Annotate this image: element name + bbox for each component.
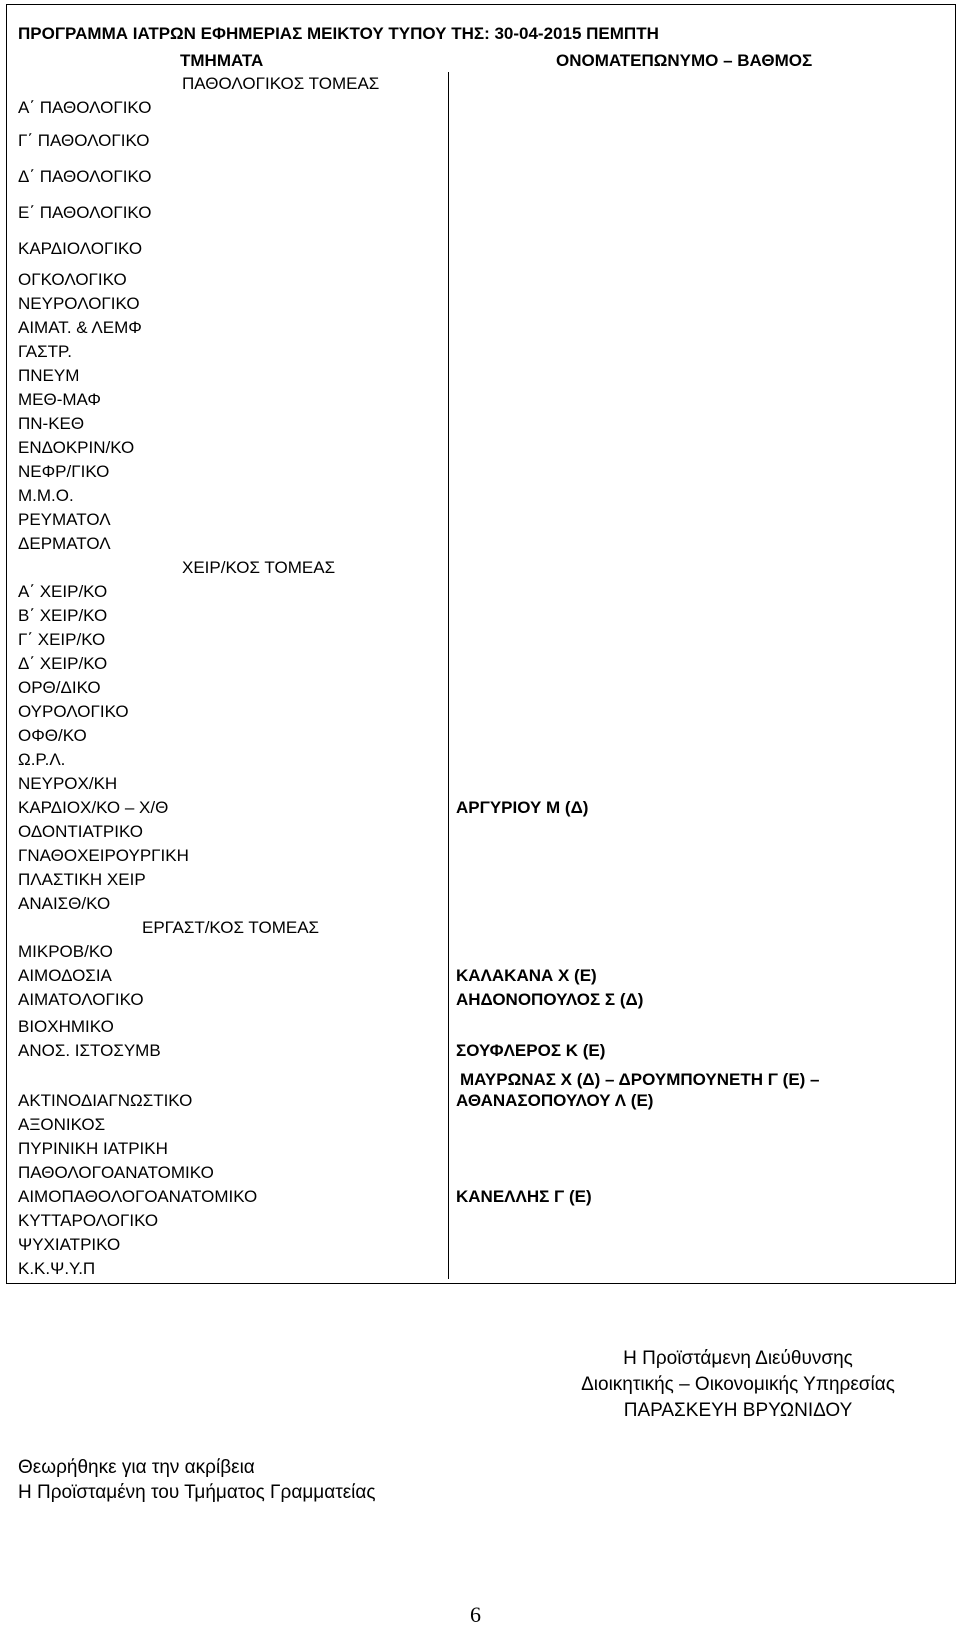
table-row xyxy=(12,151,946,187)
table-row xyxy=(12,506,946,530)
department-name: Δ΄ ΠΑΘΟΛΟΓΙΚΟ xyxy=(12,151,449,187)
verification-line-2: Η Προϊσταμένη του Τμήματος Γραμματείας xyxy=(18,1482,376,1503)
table-row xyxy=(12,1231,946,1255)
table-row xyxy=(12,626,946,650)
department-name: ΑΙΜΟΠΑΘΟΛΟΓΟΑΝΑΤΟΜΙΚΟ xyxy=(12,1183,449,1207)
table-row xyxy=(12,650,946,674)
doctor-cell xyxy=(449,989,946,1010)
table-row xyxy=(12,890,946,914)
page-number: 6 xyxy=(470,1602,481,1627)
signature-title: Η Προϊστάμενη Διεύθυνσης xyxy=(623,1348,853,1369)
department-name: ΝΕΥΡΟΛΟΓΙΚΟ xyxy=(12,290,449,314)
table-row xyxy=(12,1061,946,1111)
department-name: ΑΙΜΑΤ. & ΛΕΜΦ xyxy=(12,314,449,338)
table-row xyxy=(12,674,946,698)
column-header-departments: ΤΜΗΜΑΤΑ xyxy=(180,51,264,70)
table-row xyxy=(12,938,946,962)
department-name: Γ΄ ΠΑΘΟΛΟΓΙΚΟ xyxy=(12,118,449,151)
verification-note xyxy=(18,1455,376,1505)
department-name: ΑΙΜΟΔΟΣΙΑ xyxy=(12,962,449,986)
department-name: ΡΕΥΜΑΤΟΛ xyxy=(12,506,449,530)
department-name: ΟΡΘ/ΔΙΚΟ xyxy=(12,674,449,698)
doctor-cell xyxy=(449,1186,946,1207)
table-row xyxy=(12,866,946,890)
doctor-cell xyxy=(449,1069,946,1111)
doctor-name: ΑΡΓΥΡΙΟΥ Μ (Δ) xyxy=(456,798,589,817)
sector-heading: ΧΕΙΡ/ΚΟΣ ΤΟΜΕΑΣ xyxy=(12,554,449,578)
table-row xyxy=(12,962,946,986)
section-row xyxy=(12,72,946,94)
table-row xyxy=(12,818,946,842)
doctor-name: ΚΑΝΕΛΛΗΣ Γ (Ε) xyxy=(456,1187,592,1206)
table-row xyxy=(12,314,946,338)
department-name: ΠΥΡΙΝΙΚΗ ΙΑΤΡΙΚΗ xyxy=(12,1135,449,1159)
doctor-cell xyxy=(449,797,946,818)
table-row xyxy=(12,578,946,602)
table-row xyxy=(12,530,946,554)
department-name: ΚΑΡΔΙΟΛΟΓΙΚΟ xyxy=(12,223,449,259)
table-row xyxy=(12,94,946,118)
table-row xyxy=(12,434,946,458)
doctor-name: ΣΟΥΦΛΕΡΟΣ Κ (Ε) xyxy=(456,1041,606,1060)
department-name: ΠΛΑΣΤΙΚΗ ΧΕΙΡ xyxy=(12,866,449,890)
table-row xyxy=(12,118,946,151)
table-row xyxy=(12,482,946,506)
column-header-doctors: ΟΝΟΜΑΤΕΠΩΝΥΜΟ – ΒΑΘΜΟΣ xyxy=(556,51,813,70)
department-name: ΓΝΑΘΟΧΕΙΡΟΥΡΓΙΚΗ xyxy=(12,842,449,866)
department-name: ΟΓΚΟΛΟΓΙΚΟ xyxy=(12,259,449,290)
department-name: ΔΕΡΜΑΤΟΛ xyxy=(12,530,449,554)
department-name: ΒΙΟΧΗΜΙΚΟ xyxy=(12,1010,449,1037)
signature-department: Διοικητικής – Οικονομικής Υπηρεσίας xyxy=(581,1374,895,1395)
department-name: ΟΦΘ/ΚΟ xyxy=(12,722,449,746)
department-name: ΑΙΜΑΤΟΛΟΓΙΚΟ xyxy=(12,986,449,1010)
sector-heading: ΕΡΓΑΣΤ/ΚΟΣ ΤΟΜΕΑΣ xyxy=(12,914,449,938)
table-row xyxy=(12,338,946,362)
department-name: ΚΥΤΤΑΡΟΛΟΓΙΚΟ xyxy=(12,1207,449,1231)
department-name: Δ΄ ΧΕΙΡ/ΚΟ xyxy=(12,650,449,674)
department-name: Α΄ ΧΕΙΡ/ΚΟ xyxy=(12,578,449,602)
department-name: Β΄ ΧΕΙΡ/ΚΟ xyxy=(12,602,449,626)
department-name: Α΄ ΠΑΘΟΛΟΓΙΚΟ xyxy=(12,94,449,118)
duty-table xyxy=(12,72,946,1279)
table-row xyxy=(12,223,946,259)
table-row xyxy=(12,362,946,386)
doctor-name: ΜΑΥΡΩΝΑΣ Χ (Δ) – ΔΡΟΥΜΠΟΥΝΕΤΗ Γ (Ε) – xyxy=(460,1070,820,1089)
doctor-cell xyxy=(449,1040,946,1061)
department-name: ΨΥΧΙΑΤΡΙΚΟ xyxy=(12,1231,449,1255)
section-row xyxy=(12,914,946,938)
table-row xyxy=(12,290,946,314)
department-name: Γ΄ ΧΕΙΡ/ΚΟ xyxy=(12,626,449,650)
table-row xyxy=(12,1037,946,1061)
section-row xyxy=(12,554,946,578)
document-title: ΠΡΟΓΡΑΜΜΑ ΙΑΤΡΩΝ ΕΦΗΜΕΡΙΑΣ ΜΕΙΚΤΟΥ ΤΥΠΟΥ ΤΗΣ: 30-04-2015 ΠΕΜΠΤΗ xyxy=(18,24,659,43)
department-name: Ω.Ρ.Λ. xyxy=(12,746,449,770)
signature-name: ΠΑΡΑΣΚΕΥΗ ΒΡΥΩΝΙΔΟΥ xyxy=(623,1400,853,1421)
department-name: ΠΝΕΥΜ xyxy=(12,362,449,386)
doctor-name: ΑΗΔΟΝΟΠΟΥΛΟΣ Σ (Δ) xyxy=(456,990,644,1009)
table-row xyxy=(12,386,946,410)
department-name: ΟΥΡΟΛΟΓΙΚΟ xyxy=(12,698,449,722)
department-name: Κ.Κ.Ψ.Υ.Π xyxy=(12,1255,449,1279)
department-name: ΕΝΔΟΚΡΙΝ/ΚΟ xyxy=(12,434,449,458)
table-row xyxy=(12,458,946,482)
table-row xyxy=(12,1111,946,1135)
table-row xyxy=(12,722,946,746)
table-row xyxy=(12,602,946,626)
table-row xyxy=(12,986,946,1010)
table-row xyxy=(12,770,946,794)
table-row xyxy=(12,1207,946,1231)
table-row xyxy=(12,794,946,818)
department-name: ΑΝΑΙΣΘ/ΚΟ xyxy=(12,890,449,914)
department-name: ΑΚΤΙΝΟΔΙΑΓΝΩΣΤΙΚΟ xyxy=(12,1061,449,1111)
table-row xyxy=(12,698,946,722)
doctor-name: ΑΘΑΝΑΣΟΠΟΥΛΟΥ Λ (Ε) xyxy=(456,1091,654,1110)
table-row xyxy=(12,1135,946,1159)
department-name: Μ.Μ.Ο. xyxy=(12,482,449,506)
table-row xyxy=(12,1010,946,1037)
department-name: ΑΞΟΝΙΚΟΣ xyxy=(12,1111,449,1135)
table-row xyxy=(12,1183,946,1207)
department-name: ΑΝΟΣ. ΙΣΤΟΣΥΜΒ xyxy=(12,1037,449,1061)
department-name: ΚΑΡΔΙΟΧ/ΚΟ – Χ/Θ xyxy=(12,794,449,818)
department-name: ΠΑΘΟΛΟΓΟΑΝΑΤΟΜΙΚΟ xyxy=(12,1159,449,1183)
department-name: ΜΕΘ-ΜΑΦ xyxy=(12,386,449,410)
department-name: ΜΙΚΡΟΒ/ΚΟ xyxy=(12,938,449,962)
department-name: ΓΑΣΤΡ. xyxy=(12,338,449,362)
department-name: ΠΝ-ΚΕΘ xyxy=(12,410,449,434)
verification-line-1: Θεωρήθηκε για την ακρίβεια xyxy=(18,1457,255,1478)
table-row xyxy=(12,410,946,434)
table-row xyxy=(12,187,946,223)
table-row xyxy=(12,1159,946,1183)
table-row xyxy=(12,1255,946,1279)
department-name: ΝΕΥΡΟΧ/ΚΗ xyxy=(12,770,449,794)
sector-heading: ΠΑΘΟΛΟΓΙΚΟΣ ΤΟΜΕΑΣ xyxy=(12,72,449,94)
table-row xyxy=(12,842,946,866)
doctor-cell xyxy=(449,965,946,986)
signature-block xyxy=(560,1346,916,1424)
table-row xyxy=(12,259,946,290)
department-name: Ε΄ ΠΑΘΟΛΟΓΙΚΟ xyxy=(12,187,449,223)
table-row xyxy=(12,746,946,770)
doctor-name: ΚΑΛΑΚΑΝΑ Χ (Ε) xyxy=(456,966,597,985)
department-name: ΟΔΟΝΤΙΑΤΡΙΚΟ xyxy=(12,818,449,842)
department-name: ΝΕΦΡ/ΓΙΚΟ xyxy=(12,458,449,482)
